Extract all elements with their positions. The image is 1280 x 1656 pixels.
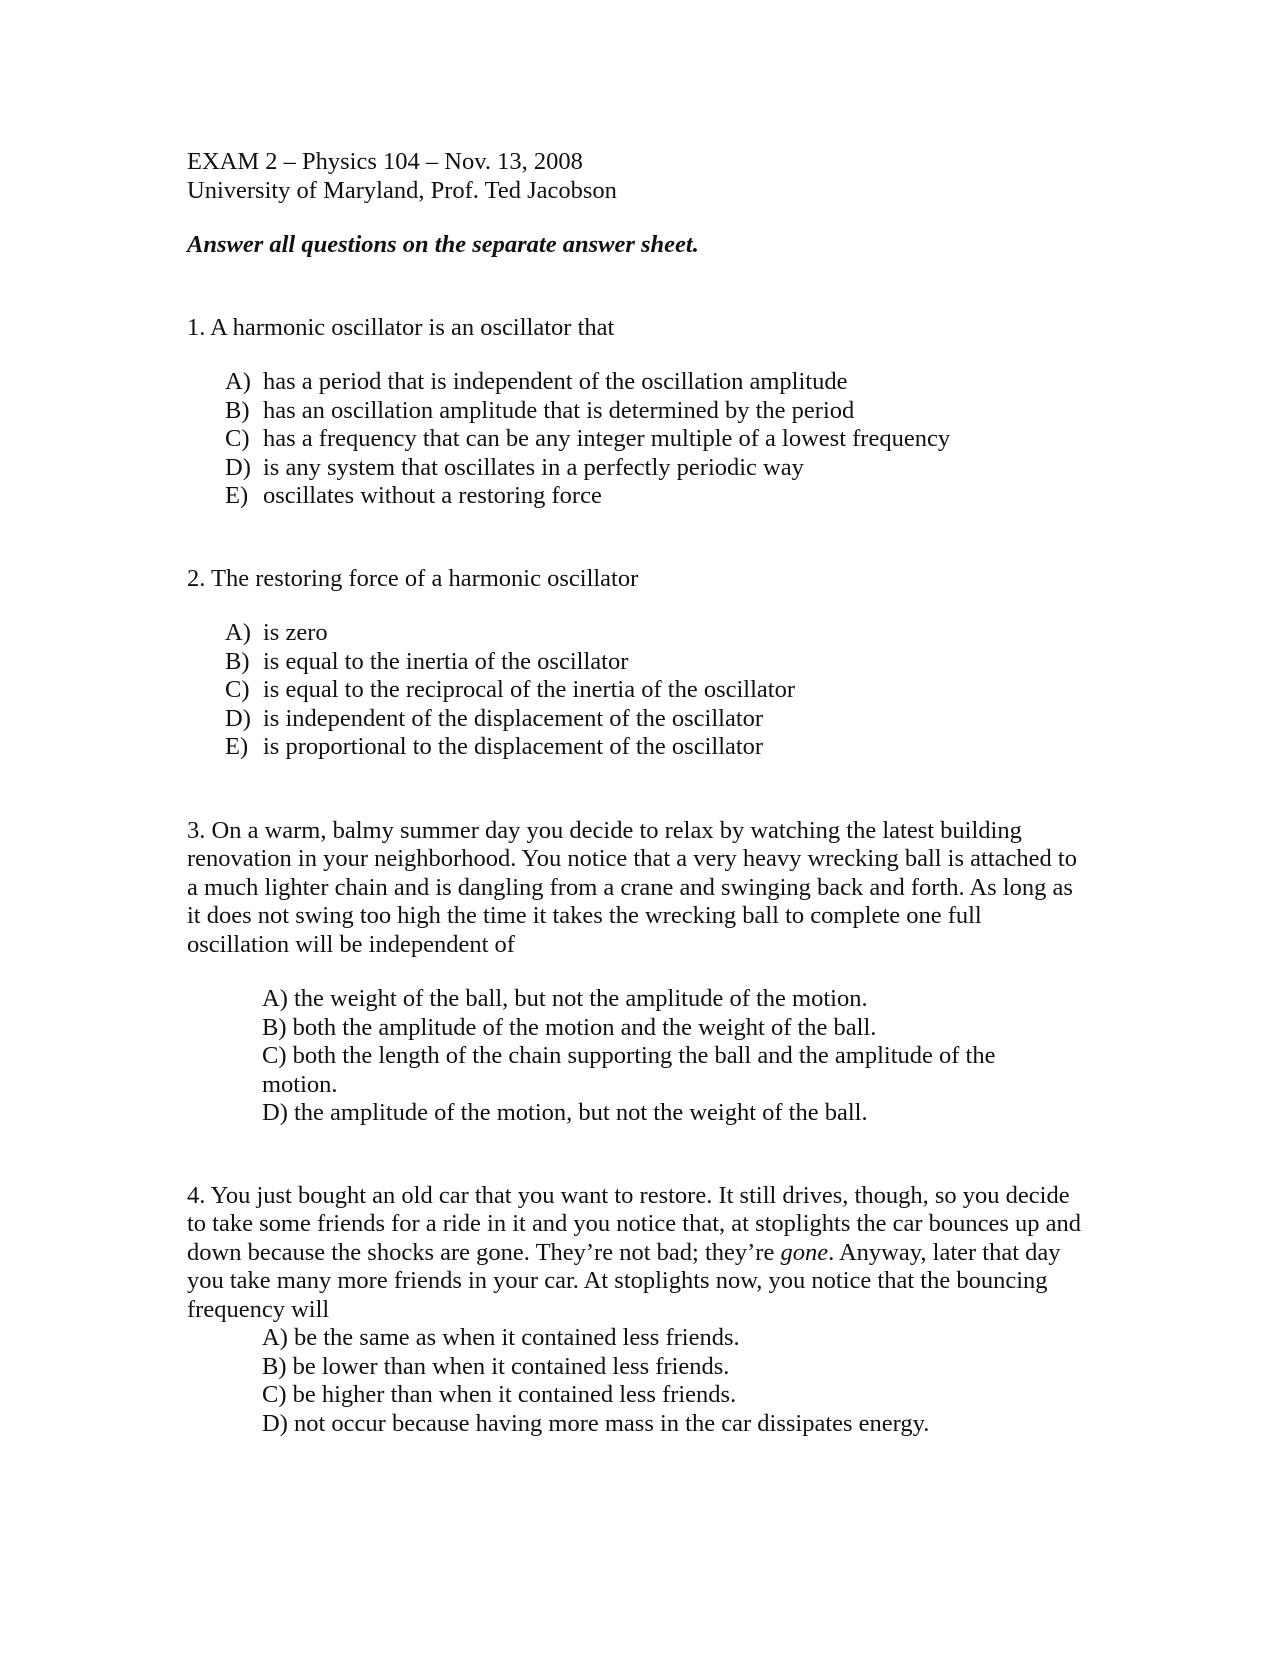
option-text: has a frequency that can be any integer multiple of a lowest frequency (263, 425, 951, 452)
option-letter: A) (225, 368, 251, 395)
option-item: D) the amplitude of the motion, but not the weight of the ball. (262, 1099, 868, 1126)
option-item: A) be the same as when it contained less friends. (262, 1324, 740, 1351)
exam-header (187, 148, 1087, 205)
exam-title: EXAM 2 – Physics 104 – Nov. 13, 2008 (187, 148, 583, 175)
question-4-stem (187, 1182, 1087, 1325)
option-text: is zero (263, 619, 328, 646)
question-3 (187, 817, 1087, 1128)
option-text: is proportional to the displacement of the oscillator (263, 733, 764, 760)
option-item (225, 619, 1087, 648)
question-4-stem-emphasis: gone (780, 1238, 829, 1266)
option-item: D) not occur because having more mass in the car dissipates energy. (262, 1409, 930, 1437)
option-item: C) be higher than when it contained less friends. (262, 1381, 737, 1408)
option-item: C) both the length of the chain supporting the ball and the amplitude of the motion. (262, 1042, 996, 1098)
exam-institution: University of Maryland, Prof. Ted Jacobson (187, 176, 617, 204)
question-1-options (187, 368, 1087, 511)
exam-page (187, 148, 1087, 1438)
option-text: is any system that oscillates in a perfectly periodic way (263, 453, 804, 481)
option-text: is equal to the reciprocal of the inertia of the oscillator (263, 676, 795, 703)
question-2-options (187, 619, 1087, 762)
question-4-options (187, 1324, 1022, 1438)
option-item (225, 648, 1087, 677)
option-item (225, 705, 1087, 734)
option-item: A) the weight of the ball, but not the amplitude of the motion. (262, 985, 868, 1012)
question-1 (187, 314, 1087, 511)
option-letter: B) (225, 396, 250, 424)
option-letter: C) (225, 676, 250, 703)
option-letter: D) (225, 453, 251, 481)
question-2-stem: 2. The restoring force of a harmonic oscillator (187, 564, 639, 592)
option-text: is equal to the inertia of the oscillator (263, 647, 629, 675)
option-item (225, 482, 1087, 511)
option-text: has an oscillation amplitude that is determined by the period (263, 396, 855, 424)
question-2 (187, 565, 1087, 762)
option-letter: A) (225, 619, 251, 646)
option-item (225, 733, 1087, 762)
option-letter: C) (225, 425, 250, 452)
option-text: oscillates without a restoring force (263, 482, 602, 509)
option-letter: B) (225, 647, 250, 675)
question-1-stem: 1. A harmonic oscillator is an oscillator that (187, 313, 615, 341)
option-letter: E) (225, 733, 249, 760)
option-item (225, 397, 1087, 426)
question-4-stem-part: . Anyway, later that day you take many more friends in your car. At stoplights now, you notice that the bouncing frequency will (187, 1238, 1061, 1323)
question-4-stem-part: 4. You just bought an old car that you want to restore. It still drives, though, so you decide to take some friends for a ride in it and you notice that, at stoplights the car bounces up and down because the shocks are gone. They’re not bad; they’re (187, 1181, 1082, 1266)
option-item (225, 425, 1087, 454)
option-item: B) both the amplitude of the motion and the weight of the ball. (262, 1013, 877, 1041)
option-letter: E) (225, 482, 249, 509)
option-item: B) be lower than when it contained less friends. (262, 1352, 730, 1380)
question-3-stem: 3. On a warm, balmy summer day you decide to relax by watching the latest building renovation in your neighborhood. You notice that a very heavy wrecking ball is attached to a much lighter chain and is dangling from a crane and swinging back and forth. As long as it does not swing too high the time it takes the wrecking ball to complete one full oscillation will be independent of (187, 816, 1077, 958)
question-4 (187, 1182, 1087, 1439)
question-3-options (187, 985, 1022, 1128)
exam-instructions: Answer all questions on the separate answer sheet. (187, 231, 699, 258)
option-letter: D) (225, 704, 251, 732)
option-text: has a period that is independent of the oscillation amplitude (263, 368, 848, 395)
option-item (225, 676, 1087, 705)
option-item (225, 454, 1087, 483)
option-item (225, 368, 1087, 397)
option-text: is independent of the displacement of the oscillator (263, 704, 764, 732)
